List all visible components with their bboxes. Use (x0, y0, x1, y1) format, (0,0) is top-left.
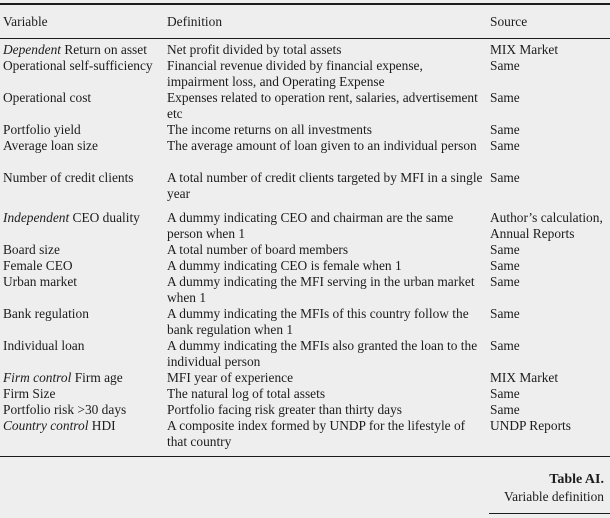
header-variable: Variable (3, 14, 48, 29)
source-cell: UNDP Reports (490, 418, 571, 433)
table-caption-title: Table AI. (549, 472, 604, 487)
variable-name: Female CEO (3, 258, 73, 273)
variable-name: CEO duality (72, 210, 140, 225)
variable-cell (3, 306, 163, 322)
variable-name: Urban market (3, 274, 77, 289)
header-source: Source (490, 14, 528, 29)
definition-cell: The average amount of loan given to an individual person (167, 138, 477, 153)
definition-cell: A total number of credit clients targeted by MFI in a single year (167, 170, 483, 201)
variable-group-label: Country control (3, 418, 89, 433)
variable-name: Board size (3, 242, 60, 257)
definition-cell: Financial revenue divided by financial expense, impairment loss, and Operating Expense (167, 58, 423, 89)
variable-name: Operational self-sufficiency (3, 58, 153, 73)
variable-cell (3, 274, 163, 290)
source-cell: Same (490, 170, 520, 185)
variable-cell (3, 210, 163, 226)
definition-cell: The natural log of total assets (167, 386, 326, 401)
source-cell: Same (490, 138, 520, 153)
variable-cell (3, 418, 163, 434)
variable-group-label: Firm control (3, 370, 72, 385)
definition-cell: A dummy indicating the MFIs also granted the loan to the individual person (167, 338, 478, 369)
bottom-rule (0, 456, 610, 457)
definition-cell: A dummy indicating the MFI serving in the urban market when 1 (167, 274, 475, 305)
caption-rule (489, 513, 610, 514)
variable-cell (3, 42, 163, 58)
source-cell: MIX Market (490, 42, 559, 57)
source-cell: Same (490, 58, 520, 73)
source-cell: Same (490, 338, 520, 353)
variable-name: HDI (91, 418, 116, 433)
variable-cell (3, 338, 163, 354)
definition-cell: A dummy indicating the MFIs of this country follow the bank regulation when 1 (167, 306, 469, 337)
definition-cell: MFI year of experience (167, 370, 294, 385)
source-cell: Same (490, 306, 520, 321)
variable-group-label: Dependent (3, 42, 62, 57)
header-rule (0, 38, 610, 39)
variable-name: Portfolio risk >30 days (3, 402, 127, 417)
variable-name: Number of credit clients (3, 170, 134, 185)
definition-cell: Expenses related to operation rent, salaries, advertisement etc (167, 90, 478, 121)
variable-group-label: Independent (3, 210, 70, 225)
table-header (0, 14, 610, 32)
definition-cell: Portfolio facing risk greater than thirty days (167, 402, 403, 417)
definition-cell: A composite index formed by UNDP for the lifestyle of that country (167, 418, 466, 449)
source-cell: Same (490, 402, 520, 417)
variable-cell (3, 386, 163, 402)
source-cell: Same (490, 386, 520, 401)
definition-cell: A dummy indicating CEO and chairman are the same person when 1 (167, 210, 454, 241)
variable-cell (3, 58, 163, 74)
table-caption-subtitle: Variable definition (503, 489, 604, 504)
variable-cell (3, 122, 163, 138)
definition-cell: The income returns on all investments (167, 122, 372, 137)
variable-cell (3, 138, 163, 154)
variable-cell (3, 402, 163, 418)
variable-name: Operational cost (3, 90, 92, 105)
variable-name: Return on asset (64, 42, 147, 57)
source-cell: MIX Market (490, 370, 559, 385)
source-cell: Same (490, 122, 520, 137)
source-cell: Same (490, 274, 520, 289)
variable-cell (3, 258, 163, 274)
variable-name: Individual loan (3, 338, 85, 353)
source-cell: Author’s calculation, Annual Reports (490, 210, 603, 241)
definition-cell: Net profit divided by total assets (167, 42, 342, 57)
top-rule (0, 3, 610, 5)
variable-cell (3, 90, 163, 106)
source-cell: Same (490, 258, 520, 273)
definition-cell: A total number of board members (167, 242, 349, 257)
source-cell: Same (490, 90, 520, 105)
variable-name: Average loan size (3, 138, 98, 153)
variable-name: Firm age (74, 370, 123, 385)
variable-name: Bank regulation (3, 306, 89, 321)
variable-cell (3, 242, 163, 258)
variable-name: Firm Size (3, 386, 56, 401)
variable-cell (3, 170, 163, 186)
header-definition: Definition (167, 14, 223, 29)
source-cell: Same (490, 242, 520, 257)
variable-name: Portfolio yield (3, 122, 81, 137)
variable-cell (3, 370, 163, 386)
definition-cell: A dummy indicating CEO is female when 1 (167, 258, 402, 273)
